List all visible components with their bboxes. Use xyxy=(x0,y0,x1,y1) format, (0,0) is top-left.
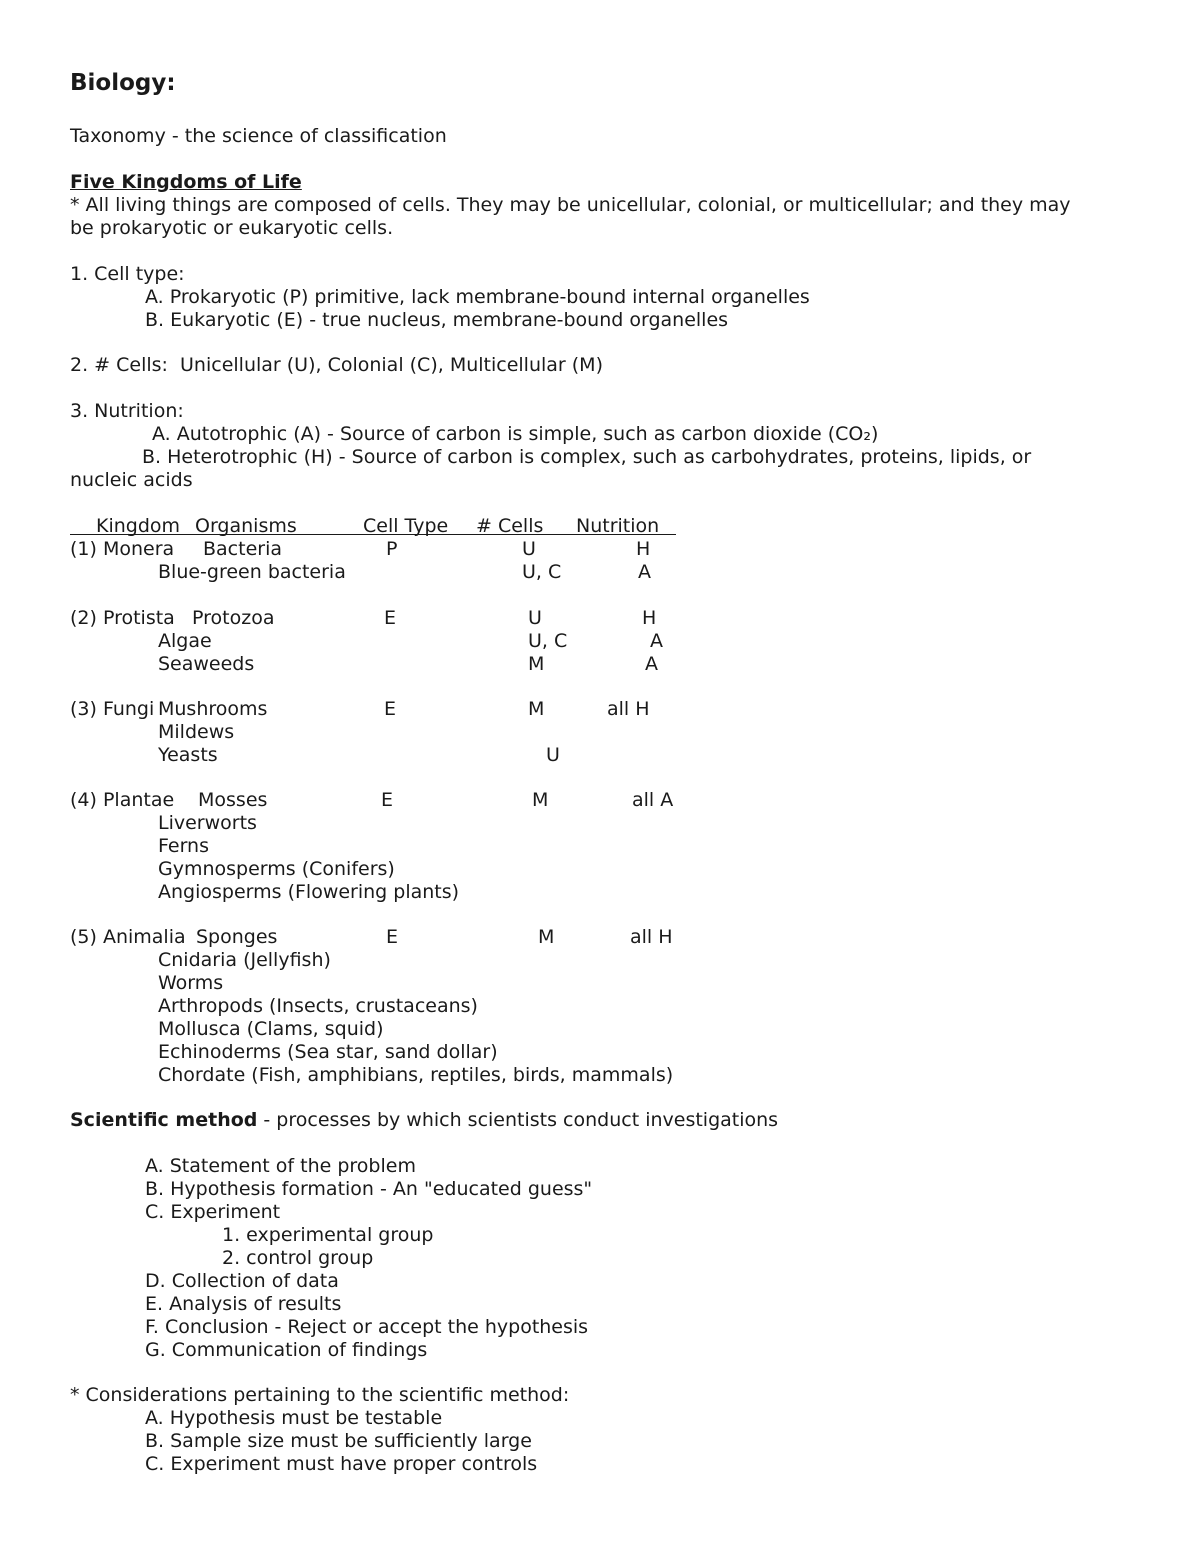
cells-count-cell: M xyxy=(532,789,549,811)
organism-cell: Yeasts xyxy=(158,744,218,766)
consideration-b: B. Sample size must be sufficiently large xyxy=(145,1430,532,1452)
organism-cell: Blue-green bacteria xyxy=(158,561,346,583)
nutrition-cell: H xyxy=(642,607,657,629)
kingdom-cell: (1) Monera xyxy=(70,538,175,560)
scientific-method-definition xyxy=(70,1109,778,1132)
kingdom-cell: (2) Protista xyxy=(70,607,175,629)
table-header-rule xyxy=(70,534,676,535)
consideration-c: C. Experiment must have proper controls xyxy=(145,1453,538,1475)
nutrition-cell: all A xyxy=(632,789,674,811)
method-step-a: A. Statement of the problem xyxy=(145,1155,416,1177)
scientific-method-term: Scientific method xyxy=(70,1109,258,1131)
organism-cell: Mosses xyxy=(198,789,268,811)
number-of-cells: 2. # Cells: Unicellular (U), Colonial (C), Multicellular (M) xyxy=(70,354,603,376)
organism-cell: Ferns xyxy=(158,835,209,857)
method-step-c2: 2. control group xyxy=(222,1247,374,1269)
table-header-nutrition: Nutrition xyxy=(576,515,660,537)
considerations-heading: * Considerations pertaining to the scientific method: xyxy=(70,1384,570,1406)
table-header-cells: # Cells xyxy=(476,515,544,537)
scientific-method-description: - processes by which scientists conduct investigations xyxy=(257,1109,779,1131)
cell-type-cell: E xyxy=(386,926,399,948)
table-header-organisms: Organisms xyxy=(195,515,297,537)
consideration-a: A. Hypothesis must be testable xyxy=(145,1407,443,1429)
organism-cell: Worms xyxy=(158,972,224,994)
organism-cell: Mildews xyxy=(158,721,235,743)
kingdoms-note-line-1: * All living things are composed of cells. They may be unicellular, colonial, or multicellular; and they may xyxy=(70,194,1071,216)
organism-cell: Echinoderms (Sea star, sand dollar) xyxy=(158,1041,498,1063)
kingdoms-note-line-2: be prokaryotic or eukaryotic cells. xyxy=(70,217,394,239)
method-step-g: G. Communication of findings xyxy=(145,1339,428,1361)
organism-cell: Seaweeds xyxy=(158,653,255,675)
nutrition-heading: 3. Nutrition: xyxy=(70,400,184,422)
organism-cell: Protozoa xyxy=(192,607,275,629)
method-step-d: D. Collection of data xyxy=(145,1270,339,1292)
cell-type-cell: E xyxy=(381,789,394,811)
method-step-c: C. Experiment xyxy=(145,1201,281,1223)
kingdoms-heading: Five Kingdoms of Life xyxy=(70,171,302,193)
cells-count-cell: M xyxy=(528,653,545,675)
method-step-e: E. Analysis of results xyxy=(145,1293,342,1315)
method-step-c1: 1. experimental group xyxy=(222,1224,434,1246)
method-step-f: F. Conclusion - Reject or accept the hypothesis xyxy=(145,1316,589,1338)
organism-cell: Liverworts xyxy=(158,812,257,834)
cell-type-eukaryotic: B. Eukaryotic (E) - true nucleus, membrane-bound organelles xyxy=(145,309,729,331)
organism-cell: Arthropods (Insects, crustaceans) xyxy=(158,995,478,1017)
organism-cell: Mushrooms xyxy=(158,698,268,720)
kingdom-cell: (3) Fungi xyxy=(70,698,155,720)
cell-type-cell: E xyxy=(384,698,397,720)
nutrition-cell: A xyxy=(645,653,658,675)
cells-count-cell: M xyxy=(538,926,555,948)
organism-cell: Cnidaria (Jellyfish) xyxy=(158,949,331,971)
cells-count-cell: U xyxy=(528,607,542,629)
cells-count-cell: M xyxy=(528,698,545,720)
organism-cell: Mollusca (Clams, squid) xyxy=(158,1018,384,1040)
nutrition-heterotrophic-line-1: B. Heterotrophic (H) - Source of carbon is complex, such as carbohydrates, proteins, lipids, or xyxy=(142,446,1032,468)
table-header-kingdom: Kingdom xyxy=(96,515,181,537)
nutrition-cell: A xyxy=(638,561,651,583)
cell-type-heading: 1. Cell type: xyxy=(70,263,185,285)
cell-type-cell: P xyxy=(386,538,398,560)
cells-count-cell: U xyxy=(522,538,536,560)
table-header-cell-type: Cell Type xyxy=(363,515,449,537)
organism-cell: Gymnosperms (Conifers) xyxy=(158,858,395,880)
cells-count-cell: U xyxy=(546,744,560,766)
kingdom-cell: (4) Plantae xyxy=(70,789,175,811)
cell-type-prokaryotic: A. Prokaryotic (P) primitive, lack membrane-bound internal organelles xyxy=(145,286,810,308)
cells-count-cell: U, C xyxy=(522,561,562,583)
organism-cell: Angiosperms (Flowering plants) xyxy=(158,881,460,903)
nutrition-heterotrophic-line-2: nucleic acids xyxy=(70,469,193,491)
taxonomy-definition: Taxonomy - the science of classification xyxy=(70,125,447,147)
nutrition-cell: A xyxy=(650,630,663,652)
page-title: Biology: xyxy=(70,70,176,96)
organism-cell: Chordate (Fish, amphibians, reptiles, birds, mammals) xyxy=(158,1064,674,1086)
nutrition-autotrophic: A. Autotrophic (A) - Source of carbon is simple, such as carbon dioxide (CO₂) xyxy=(152,423,879,445)
cell-type-cell: E xyxy=(384,607,397,629)
kingdom-cell: (5) Animalia xyxy=(70,926,186,948)
nutrition-cell: H xyxy=(636,538,651,560)
method-step-b: B. Hypothesis formation - An "educated guess" xyxy=(145,1178,593,1200)
organism-cell: Sponges xyxy=(196,926,278,948)
cells-count-cell: U, C xyxy=(528,630,568,652)
organism-cell: Bacteria xyxy=(203,538,282,560)
nutrition-cell: all H xyxy=(607,698,650,720)
nutrition-cell: all H xyxy=(630,926,673,948)
organism-cell: Algae xyxy=(158,630,212,652)
